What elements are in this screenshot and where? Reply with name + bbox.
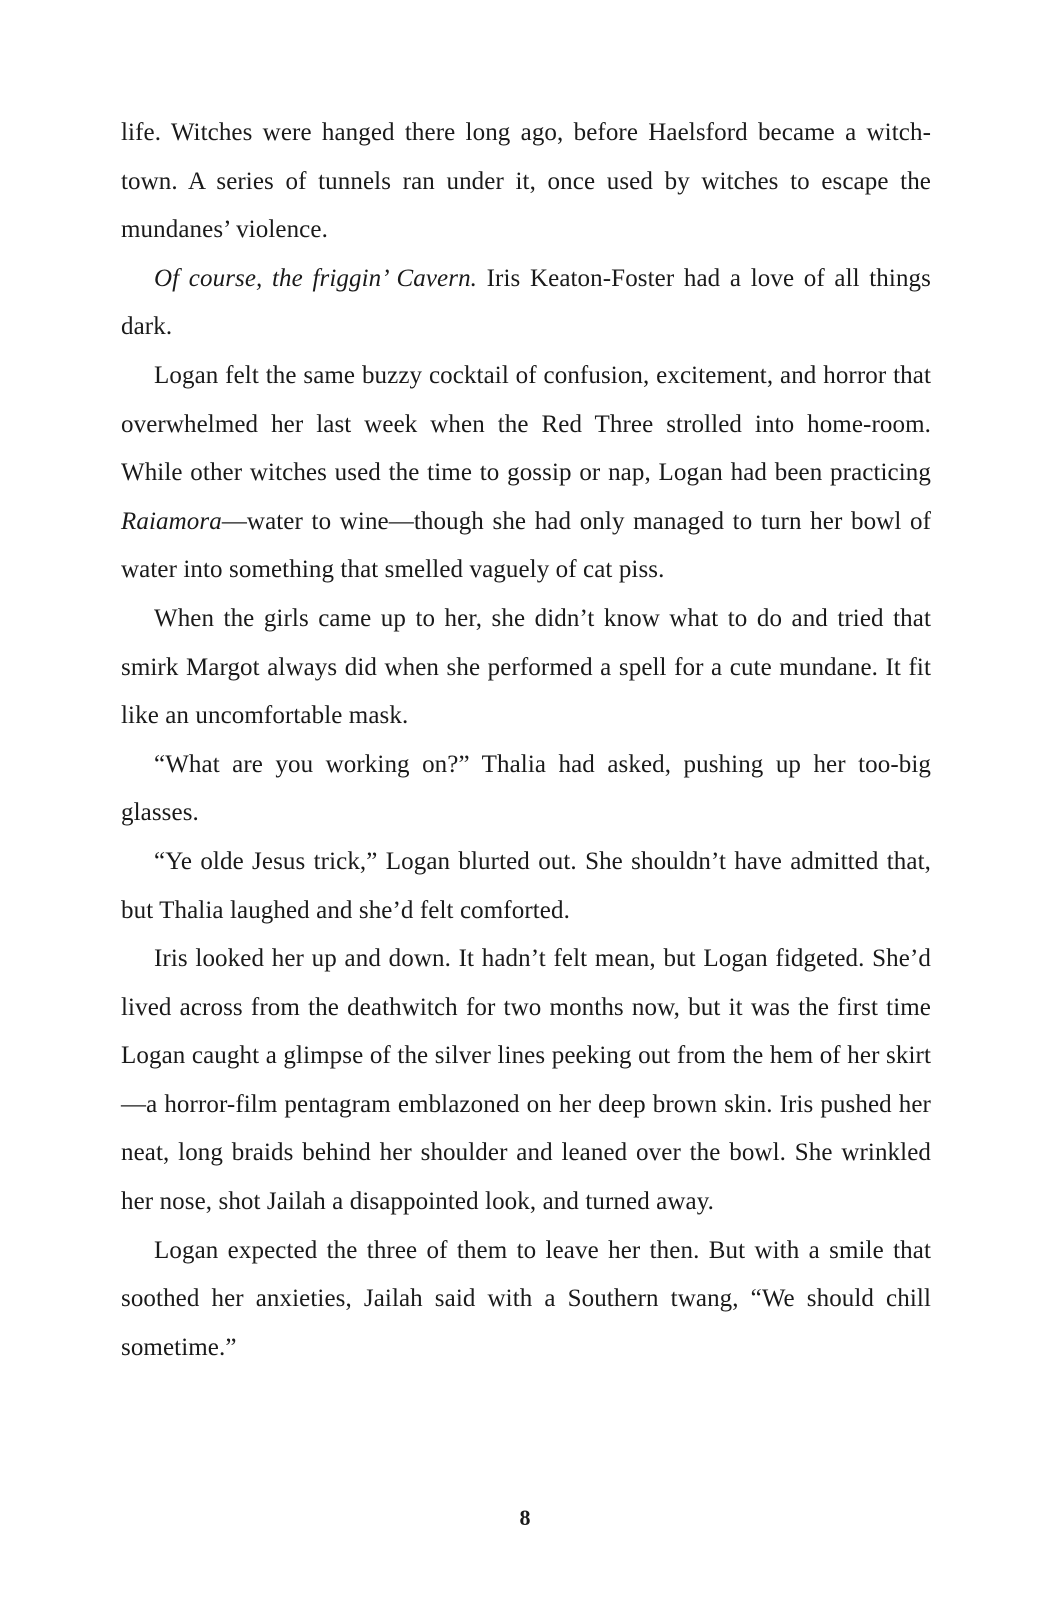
- paragraph-5: “What are you working on?” Thalia had asked, pushing up her too-big glasses.: [121, 750, 931, 827]
- page-number: 8: [519, 1505, 531, 1530]
- paragraph-2: [121, 255, 931, 352]
- paragraph-3-italic: Raiamora: [121, 507, 222, 535]
- paragraph-7: Iris looked her up and down. It hadn’t felt mean, but Logan fidgeted. She’d lived across from the deathwitch for two months now, but it was the first time Logan caught a glimpse of the silver lines peeking out from the hem of her skirt—a horror-film pentagram emblazoned on her deep brown skin. Iris pushed her neat, long braids behind her shoulder and leaned over the bowl. She wrinkled her nose, shot Jailah a disappointed look, and turned away.: [121, 945, 931, 1216]
- paragraph-3-pre: Logan felt the same buzzy cocktail of confusion, excitement, and horror that overwhelmed her last week when the Red Three strolled into home-room. While other witches used the time to gossip or nap, Logan had been practicing: [121, 361, 931, 487]
- paragraph-4: When the girls came up to her, she didn’t know what to do and tried that smirk Margot always did when she performed a spell for a cute mundane. It fit like an uncomfortable mask.: [121, 604, 931, 730]
- paragraph-8: Logan expected the three of them to leave her then. But with a smile that soothed her anxieties, Jailah said with a Southern twang, “We should chill sometime.”: [121, 1236, 931, 1361]
- body-text: [121, 109, 931, 1372]
- paragraph-1: life. Witches were hanged there long ago, before Haelsford became a witch-town. A series of tunnels ran under it, once used by witches to escape the mundanes’ violence.: [121, 119, 931, 244]
- paragraph-6: “Ye olde Jesus trick,” Logan blurted out. She shouldn’t have admitted that, but Thalia laughed and she’d felt comforted.: [121, 847, 931, 924]
- paragraph-2-italic: Of course, the friggin’ Cavern.: [154, 264, 478, 292]
- paragraph-3: [121, 352, 931, 595]
- paragraph-2-rest: Iris Keaton-Foster had a love of all things dark.: [121, 264, 931, 341]
- paragraph-3-post: —water to wine—though she had only managed to turn her bowl of water into something that smelled vaguely of cat piss.: [121, 507, 931, 584]
